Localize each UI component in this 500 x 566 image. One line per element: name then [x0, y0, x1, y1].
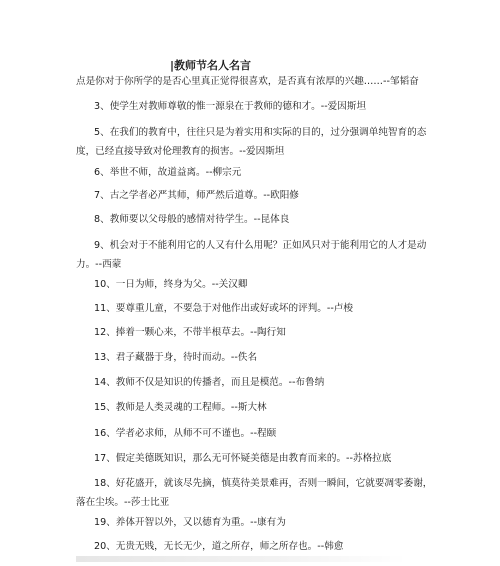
quote-16: 16、学者必求师，从师不可不谨也。--程颐	[94, 428, 277, 439]
quote-11: 11、要尊重儿童，不要急于对他作出或好或坏的评判。--卢梭	[94, 303, 353, 314]
quote-8: 8、教师要以父母般的感情对待学生。--昆体良	[94, 214, 290, 225]
quote-14: 14、教师不仅是知识的传播者，而且是模范。--布鲁纳	[94, 377, 325, 388]
quote-5: 5、在我们的教育中，往往只是为着实用和实际的目的，过分强调单纯智育的态度，已经直接导致对伦理教育的损害。--爱因斯坦	[76, 127, 427, 157]
document-title: |教师节名人名言	[170, 59, 252, 72]
quote-10: 10、一日为师，终身为父。--关汉卿	[94, 279, 248, 290]
quote-20: 20、无贵无贱，无长无少，道之所存，师之所存也。--韩愈	[94, 541, 344, 552]
quote-15: 15、教师是人类灵魂的工程师。--斯大林	[94, 402, 267, 413]
quote-18: 18、好花盛开，就该尽先摘，慎莫待美景难再，否则一瞬间，它就要凋零萎谢，落在尘埃。--莎士比亚	[76, 478, 433, 508]
quote-3: 3、使学生对教师尊敬的惟一源泉在于教师的德和才。--爱因斯坦	[94, 101, 367, 112]
quote-6: 6、举世不师，故道益离。--柳宗元	[94, 167, 242, 178]
quote-19: 19、养体开智以外，又以德育为重。--康有为	[94, 517, 286, 528]
quote-13: 13、君子藏器于身，待时而动。--佚名	[94, 352, 258, 363]
quote-17: 17、假定美德既知识，那么无可怀疑美德是由教育而来的。--苏格拉底	[94, 453, 392, 464]
lead-line: 点是你对于你所学的是否心里真正觉得很喜欢，是否真有浓厚的兴趣……--邹韬奋	[76, 76, 419, 87]
quote-7: 7、古之学者必严其师，师严然后道尊。--欧阳修	[94, 190, 299, 201]
quote-9: 9、机会对于不能利用它的人又有什么用呢？正如风只对于能利用它的人才是动力。--西蒙	[76, 240, 427, 270]
quote-12: 12、捧着一颗心来，不带半根草去。--陶行知	[94, 327, 286, 338]
cut-off-next-line	[76, 556, 406, 562]
